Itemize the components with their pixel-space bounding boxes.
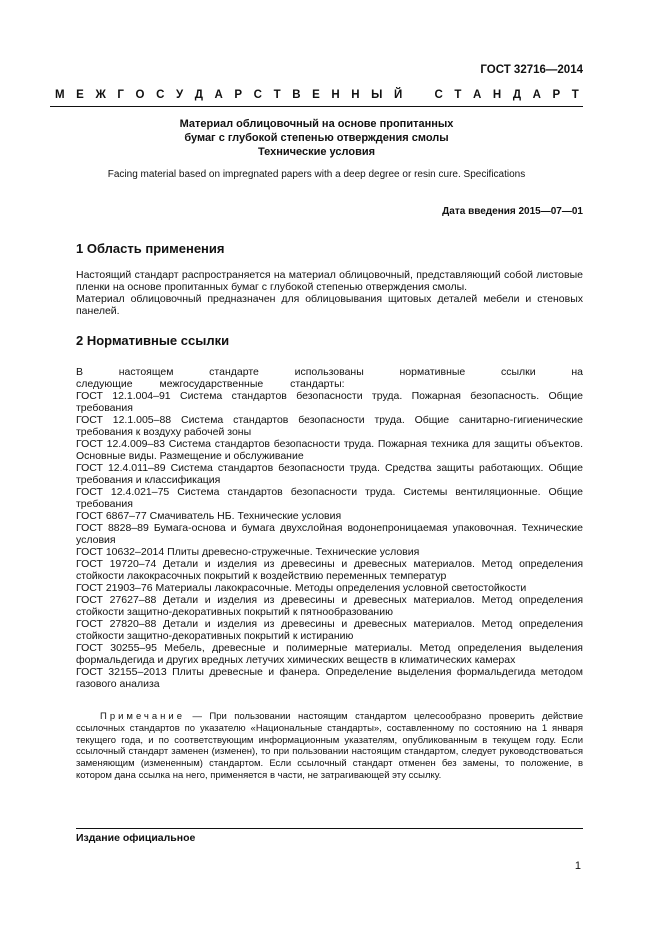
title-line-3: Технические условия: [257, 146, 376, 158]
reference-item: ГОСТ 12.4.021–75 Система стандартов безопасности труда. Системы вентиляционные. Общие требования: [76, 486, 583, 510]
footer-rule: [76, 828, 583, 829]
english-title: Facing material based on impregnated papers with a deep degree or resin cure. Specifications: [107, 169, 526, 180]
reference-item: ГОСТ 12.1.005–88 Система стандартов безопасности труда. Общие санитарно-гигиенические требования к воздуху рабочей зоны: [76, 414, 583, 438]
banner-left: М Е Ж Г О С У Д А Р С Т В Е Н Н Ы Й: [55, 89, 407, 101]
header-rule: [50, 106, 583, 107]
section-2-heading: 2 Нормативные ссылки: [76, 333, 230, 348]
standard-banner: [55, 89, 583, 101]
official-edition-label: Издание официальное: [76, 832, 196, 844]
reference-item: ГОСТ 8828–89 Бумага-основа и бумага двухслойная водонепроницаемая упаковочная. Технические условия: [76, 522, 583, 546]
reference-item: ГОСТ 6867–77 Смачиватель НБ. Технические условия: [76, 510, 342, 522]
document-title: [50, 117, 583, 159]
title-line-1: Материал облицовочный на основе пропитанных: [179, 118, 454, 130]
reference-item: ГОСТ 19720–74 Детали и изделия из древесины и древесных материалов. Метод определения стойкости лакокрасочных покрытий к воздействию переменных температур: [76, 558, 583, 582]
reference-item: ГОСТ 12.4.011–89 Система стандартов безопасности труда. Средства защиты работающих. Общие требования и классификация: [76, 462, 583, 486]
section-1-paragraph-1: Настоящий стандарт распространяется на материал облицовочный, представляющий собой листовые пленки на основе пропитанных бумаг с глубокой степенью отверждения смолы.: [76, 269, 583, 293]
reference-item: ГОСТ 27627–88 Детали и изделия из древесины и древесных материалов. Метод определения стойкости защитно-декоративных покрытий к пятнообразованию: [76, 594, 583, 618]
page-number: 1: [574, 860, 581, 872]
references-list: [76, 390, 583, 690]
introduction-date: Дата введения 2015—07—01: [442, 206, 583, 217]
section-1-paragraph-2: Материал облицовочный предназначен для облицовывания щитовых деталей мебели и стеновых панелей.: [76, 293, 583, 317]
section-1-body: [76, 269, 583, 317]
reference-item: ГОСТ 30255–95 Мебель, древесные и полимерные материалы. Метод определения выделения формальдегида и других вредных летучих химических веществ в климатических камерах: [76, 642, 583, 666]
section-2-body: [76, 366, 583, 690]
note: [76, 711, 583, 782]
section-1-heading: 1 Область применения: [76, 241, 225, 256]
section-2-intro: В настоящем стандарте использованы нормативные ссылки на следующие межгосударственные стандарты:: [76, 366, 583, 390]
reference-item: ГОСТ 12.4.009–83 Система стандартов безопасности труда. Пожарная техника для защиты объектов. Основные виды. Размещение и обслуживание: [76, 438, 583, 462]
gost-code: ГОСТ 32716—2014: [480, 64, 583, 76]
reference-item: ГОСТ 27820–88 Детали и изделия из древесины и древесных материалов. Метод определения стойкости защитно-декоративных покрытий к истиранию: [76, 618, 583, 642]
note-label: Примечание: [100, 711, 185, 722]
reference-item: ГОСТ 10632–2014 Плиты древесно-стружечные. Технические условия: [76, 546, 420, 558]
note-text: — При пользовании настоящим стандартом целесообразно проверить действие ссылочных стандартов по указателю «Национальные стандарты», составленному по состоянию на 1 января текущего года, и по соответствующим информационным указателям, опубликованным в текущем году. Если ссылочный стандарт заменен (изменен), то при пользовании настоящим стандартом, следует руководствоваться заменяющим (измененным) стандартом. Если ссылочный стандарт отменен без замены, то положение, в котором дана ссылка на него, применяется в части, не затрагивающей эту ссылку.: [76, 711, 583, 781]
reference-item: ГОСТ 32155–2013 Плиты древесные и фанера. Определение выделения формальдегида методом газового анализа: [76, 666, 583, 690]
reference-item: ГОСТ 21903–76 Материалы лакокрасочные. Методы определения условной светостойкости: [76, 582, 527, 594]
title-line-2: бумаг с глубокой степенью отверждения смолы: [184, 132, 449, 144]
reference-item: ГОСТ 12.1.004–91 Система стандартов безопасности труда. Пожарная безопасность. Общие требования: [76, 390, 583, 414]
banner-right: С Т А Н Д А Р Т: [434, 89, 583, 101]
